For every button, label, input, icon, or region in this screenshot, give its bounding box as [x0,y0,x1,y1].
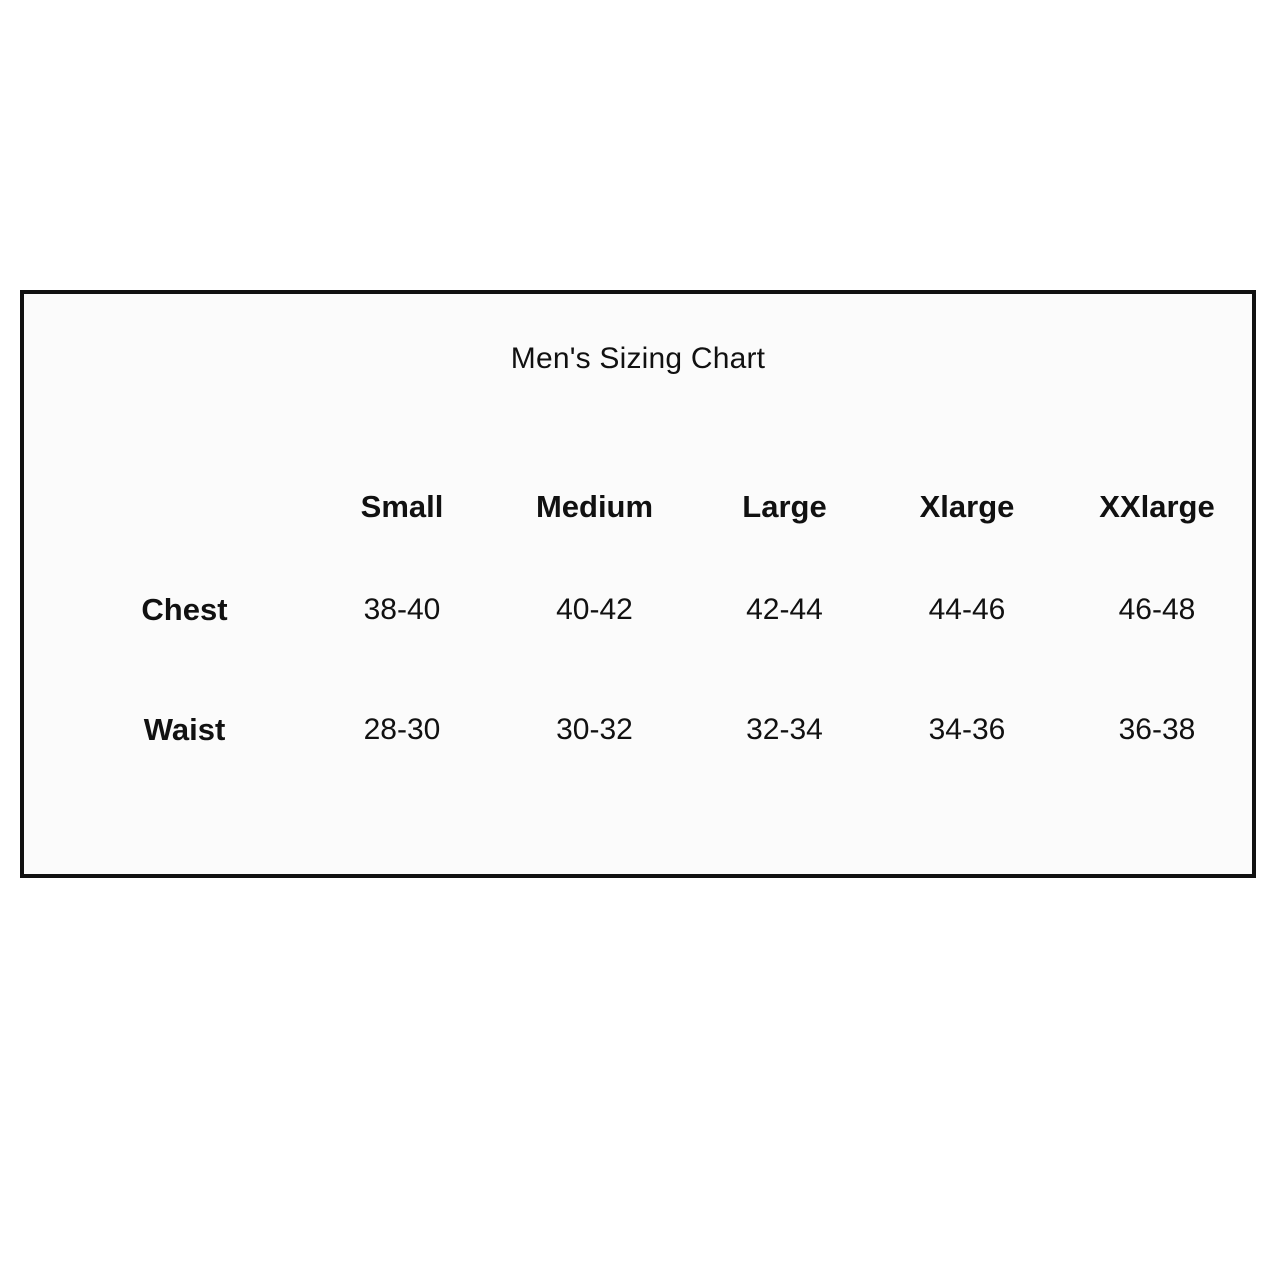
cell-waist-large: 32-34 [746,713,823,746]
table-header [62,464,1257,550]
cell-chest-xxlarge: 46-48 [1118,593,1196,626]
column-header-small: Small [360,489,444,524]
column-header-large: Large [742,489,827,524]
cell-waist-xxlarge: 36-38 [1118,713,1196,746]
column-header-blank [62,464,307,550]
sizing-chart-panel [20,290,1256,878]
cell-waist-small: 28-30 [363,713,441,746]
table-row [62,550,1257,670]
row-header-chest: Chest [141,592,228,627]
sizing-table [62,464,1257,790]
column-header-xlarge: Xlarge [919,489,1015,524]
table-row [62,670,1257,790]
table-header-row [62,464,1257,550]
cell-waist-xlarge: 34-36 [928,713,1006,746]
column-header-medium: Medium [535,489,654,524]
table-body [62,550,1257,790]
cell-waist-medium: 30-32 [556,713,633,746]
cell-chest-xlarge: 44-46 [928,593,1006,626]
cell-chest-large: 42-44 [746,593,823,626]
page-title: Men's Sizing Chart [510,342,766,375]
cell-chest-small: 38-40 [363,593,441,626]
row-header-waist: Waist [143,712,226,747]
cell-chest-medium: 40-42 [556,593,633,626]
column-header-xxlarge: XXlarge [1099,489,1215,524]
